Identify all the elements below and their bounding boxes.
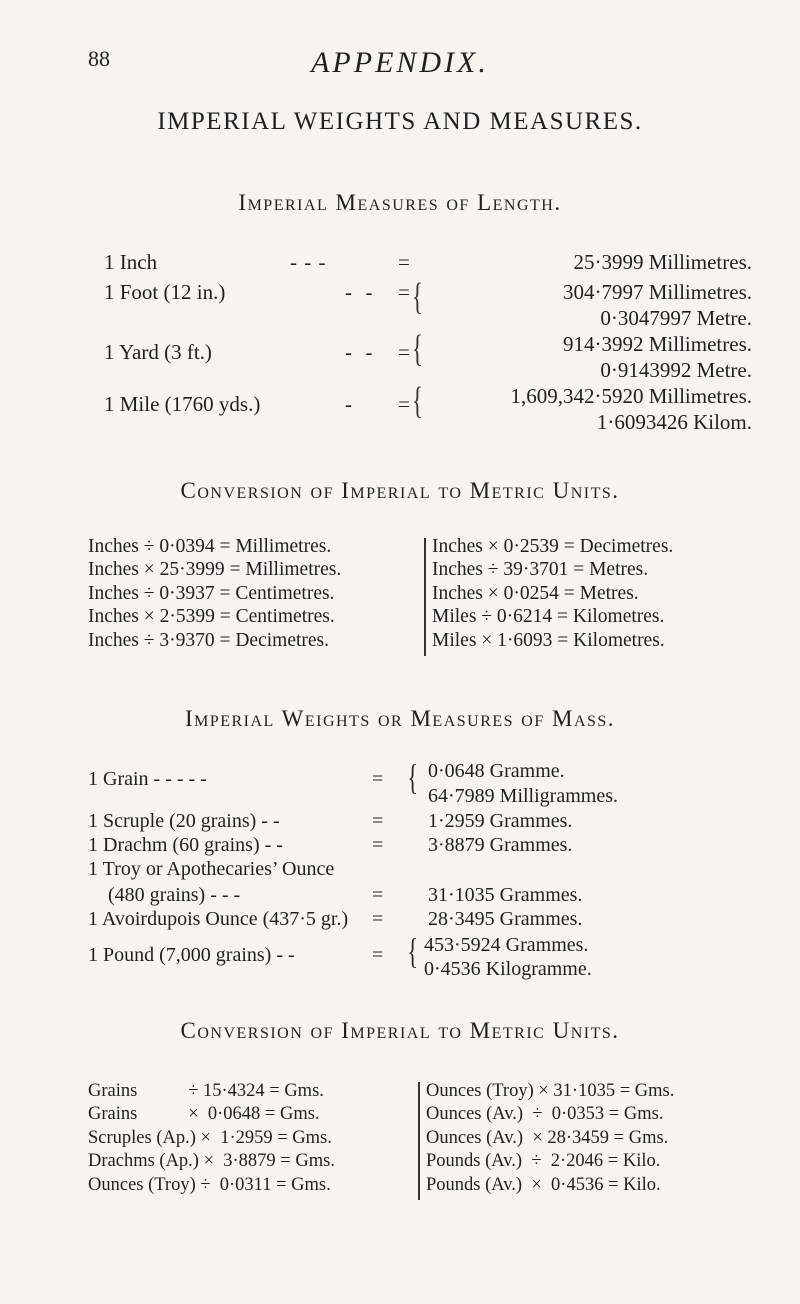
length-value: 1,609,342·5920 Millimetres. xyxy=(510,384,752,408)
length-row-foot xyxy=(0,276,800,330)
conversion-line: Inches ÷ 39·3701 = Metres. xyxy=(432,559,649,581)
brace-glyph: { xyxy=(412,276,423,318)
equals-sign: = xyxy=(372,944,384,966)
length-value: 914·3992 Millimetres. xyxy=(563,332,752,356)
running-head: APPENDIX. xyxy=(311,46,489,79)
conversion-line: Miles × 1·6093 = Kilometres. xyxy=(432,629,665,651)
length-section-title: Imperial Measures of Length. xyxy=(238,190,562,215)
mass-section-title: Imperial Weights or Measures of Mass. xyxy=(184,706,616,731)
length-value: 25·3999 Millimetres. xyxy=(573,250,752,274)
length-label: 1 Yard (3 ft.) xyxy=(104,340,212,364)
length-label: 1 Inch xyxy=(104,250,158,274)
mass-label: 1 Pound (7,000 grains) - - xyxy=(88,944,295,966)
conversion-line: Grains × 0·0648 = Gms. xyxy=(88,1104,320,1125)
conversion-line: Scruples (Ap.) × 1·2959 = Gms. xyxy=(88,1127,332,1148)
mass-value: 3·8879 Grammes. xyxy=(428,834,573,856)
leader-dots: - - - xyxy=(290,250,327,274)
equals-sign: = xyxy=(372,908,384,930)
length-value: 304·7997 Millimetres. xyxy=(563,280,752,304)
length-row-yard xyxy=(0,328,800,382)
equals-sign: = xyxy=(398,340,410,364)
brace-glyph: { xyxy=(407,931,418,971)
conversion-line: Inches ÷ 3·9370 = Decimetres. xyxy=(88,629,329,651)
length-row-mile xyxy=(0,380,800,434)
mass-value: 0·4536 Kilogramme. xyxy=(424,958,592,980)
leader-dots: - - xyxy=(345,340,374,364)
equals-sign: = xyxy=(398,280,410,304)
length-conversion-right xyxy=(432,535,673,652)
column-divider xyxy=(418,1082,420,1200)
mass-value: 28·3495 Grammes. xyxy=(428,908,583,930)
conversion-line: Grains ÷ 15·4324 = Gms. xyxy=(88,1081,324,1101)
page-title: IMPERIAL WEIGHTS AND MEASURES. xyxy=(157,108,643,135)
length-conversion-title: Conversion of Imperial to Metric Units. xyxy=(180,478,620,503)
length-value: 0·9143992 Metre. xyxy=(600,358,752,382)
page-header xyxy=(0,46,800,86)
mass-label: 1 Troy or Apothecaries’ Ounce xyxy=(88,858,335,880)
length-label: 1 Mile (1760 yds.) xyxy=(104,392,261,416)
conversion-line: Miles ÷ 0·6214 = Kilometres. xyxy=(432,606,665,628)
mass-value: 0·0648 Gramme. xyxy=(428,760,565,782)
mass-conversion-left xyxy=(88,1080,335,1197)
equals-sign: = xyxy=(398,392,410,416)
conversion-line: Pounds (Av.) ÷ 2·2046 = Kilo. xyxy=(426,1151,661,1172)
conversion-line: Ounces (Troy) ÷ 0·0311 = Gms. xyxy=(88,1174,331,1195)
conversion-line: Ounces (Av.) × 28·3459 = Gms. xyxy=(426,1127,669,1148)
mass-label: 1 Grain - - - - - xyxy=(88,768,207,790)
conversion-line: Ounces (Av.) ÷ 0·0353 = Gms. xyxy=(426,1104,664,1125)
brace-glyph: { xyxy=(407,757,418,797)
equals-sign: = xyxy=(372,884,384,906)
brace-glyph: { xyxy=(412,380,423,422)
conversion-line: Inches × 0·0254 = Metres. xyxy=(432,582,639,604)
mass-label: (480 grains) - - - xyxy=(108,884,241,906)
length-value: 0·3047997 Metre. xyxy=(600,306,752,330)
length-label: 1 Foot (12 in.) xyxy=(104,280,226,304)
mass-label: 1 Avoirdupois Ounce (437·5 gr.) xyxy=(88,908,349,930)
mass-value: 64·7989 Milligrammes. xyxy=(428,785,618,807)
mass-label: 1 Drachm (60 grains) - - xyxy=(88,834,283,856)
conversion-line: Ounces (Troy) × 31·1035 = Gms. xyxy=(426,1081,675,1101)
mass-conversion-title: Conversion of Imperial to Metric Units. xyxy=(180,1018,620,1043)
page-number: 88 xyxy=(88,46,110,71)
mass-value: 1·2959 Grammes. xyxy=(428,810,573,832)
conversion-line: Inches ÷ 0·3937 = Centimetres. xyxy=(88,582,335,604)
length-value: 1·6093426 Kilom. xyxy=(596,410,752,434)
equals-sign: = xyxy=(372,810,384,832)
mass-value: 453·5924 Grammes. xyxy=(424,934,589,956)
mass-conversion-right xyxy=(426,1080,674,1197)
mass-value: 31·1035 Grammes. xyxy=(428,884,583,906)
brace-glyph: { xyxy=(412,328,423,370)
column-divider xyxy=(424,538,426,656)
conversion-line: Inches × 25·3999 = Millimetres. xyxy=(88,559,342,581)
conversion-line: Inches × 0·2539 = Decimetres. xyxy=(432,536,674,557)
conversion-line: Pounds (Av.) × 0·4536 = Kilo. xyxy=(426,1174,661,1195)
leader-dots: - xyxy=(345,392,353,416)
equals-sign: = xyxy=(398,250,410,274)
equals-sign: = xyxy=(372,768,384,790)
mass-label: 1 Scruple (20 grains) - - xyxy=(88,810,280,832)
leader-dots: - - xyxy=(345,280,374,304)
equals-sign: = xyxy=(372,834,384,856)
conversion-line: Inches × 2·5399 = Centimetres. xyxy=(88,606,335,628)
length-row-inch xyxy=(0,250,800,280)
conversion-line: Drachms (Ap.) × 3·8879 = Gms. xyxy=(88,1151,335,1172)
conversion-line: Inches ÷ 0·0394 = Millimetres. xyxy=(88,536,332,557)
length-conversion-left xyxy=(88,535,341,652)
